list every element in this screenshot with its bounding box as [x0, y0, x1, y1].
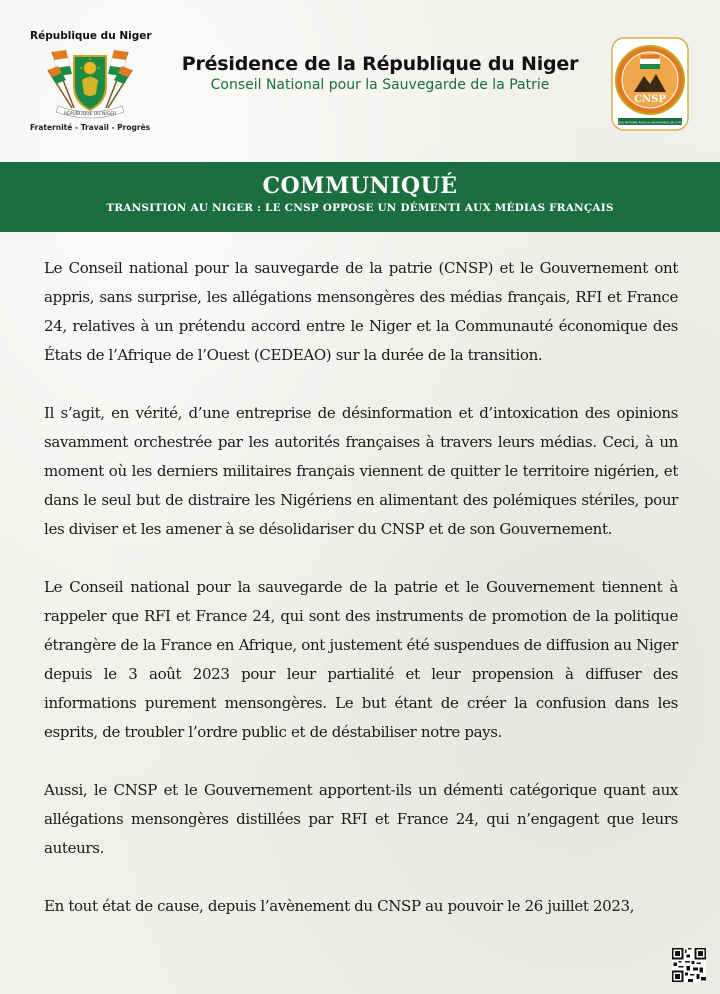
communique-banner [0, 162, 720, 232]
communique-body [44, 254, 678, 950]
paragraph-5: En tout état de cause, depuis l’avènement du CNSP au pouvoir le 26 juillet 2023, [44, 897, 635, 915]
presidency-title: Présidence de la République du Niger [181, 53, 579, 75]
right-flags [106, 50, 132, 108]
left-flags [48, 50, 74, 108]
communique-heading: COMMUNIQUÉ [262, 173, 458, 199]
title-block [160, 53, 600, 93]
council-subtitle: Conseil National pour la Sauvegarde de la Patrie [210, 77, 550, 93]
country-name: République du Niger [30, 30, 152, 42]
paragraph-1: Le Conseil national pour la sauvegarde de la patrie (CNSP) et le Gouvernement ont appris, sans surprise, les allégations mensongères des médias français, RFI et France 24, relatives à un prétendu accord entre le Niger et la Communauté économique des États de l’Afrique de l’Ouest (CEDEAO) sur la durée de la transition. [44, 259, 678, 364]
emblem-banner-text: RÉPUBLIQUE DU NIGER [63, 112, 117, 117]
cnsp-acronym: CNSP [634, 94, 666, 105]
paragraph-4: Aussi, le CNSP et le Gouvernement apportent-ils un démenti catégorique quant aux allégations mensongères distillées par RFI et France 24, qui n’engagent que leurs auteurs. [44, 781, 678, 857]
national-motto: Fraternité - Travail - Progrès [30, 123, 151, 132]
paragraph-3: Le Conseil national pour la sauvegarde de la patrie et le Gouvernement tiennent à rappeler que RFI et France 24, qui sont des instruments de promotion de la politique étrangère de la France en Afrique, ont justement été suspendues de diffusion au Niger depuis le 3 août 2023 pour leur partialité et leur propension à diffuser des informations purement mensongères. Le but étant de créer la confusion dans les esprits, de troubler l’ordre public et de déstabiliser notre pays. [44, 578, 678, 741]
niger-coat-of-arms-icon [44, 46, 136, 122]
niger-emblem-block [30, 30, 150, 140]
qr-code-icon [672, 948, 706, 982]
cnsp-caption: CONSEIL NATIONAL POUR LA SAUVEGARDE DE LA PATRIE [612, 121, 688, 125]
cnsp-emblem-icon [610, 36, 690, 132]
communique-subheading: TRANSITION AU NIGER : LE CNSP OPPOSE UN DÉMENTI AUX MÉDIAS FRANÇAIS [106, 202, 614, 214]
document-header [0, 0, 720, 160]
paragraph-2: Il s’agit, en vérité, d’une entreprise de désinformation et d’intoxication des opinions savamment orchestrée par les autorités françaises à travers leurs médias. Ceci, à un moment où les derniers militaires français viennent de quitter le territoire nigérien, et dans le seul but de distraire les Nigériens en alimentant des polémiques stériles, pour les diviser et les amener à se désolidariser du CNSP et de son Gouvernement. [44, 404, 678, 538]
